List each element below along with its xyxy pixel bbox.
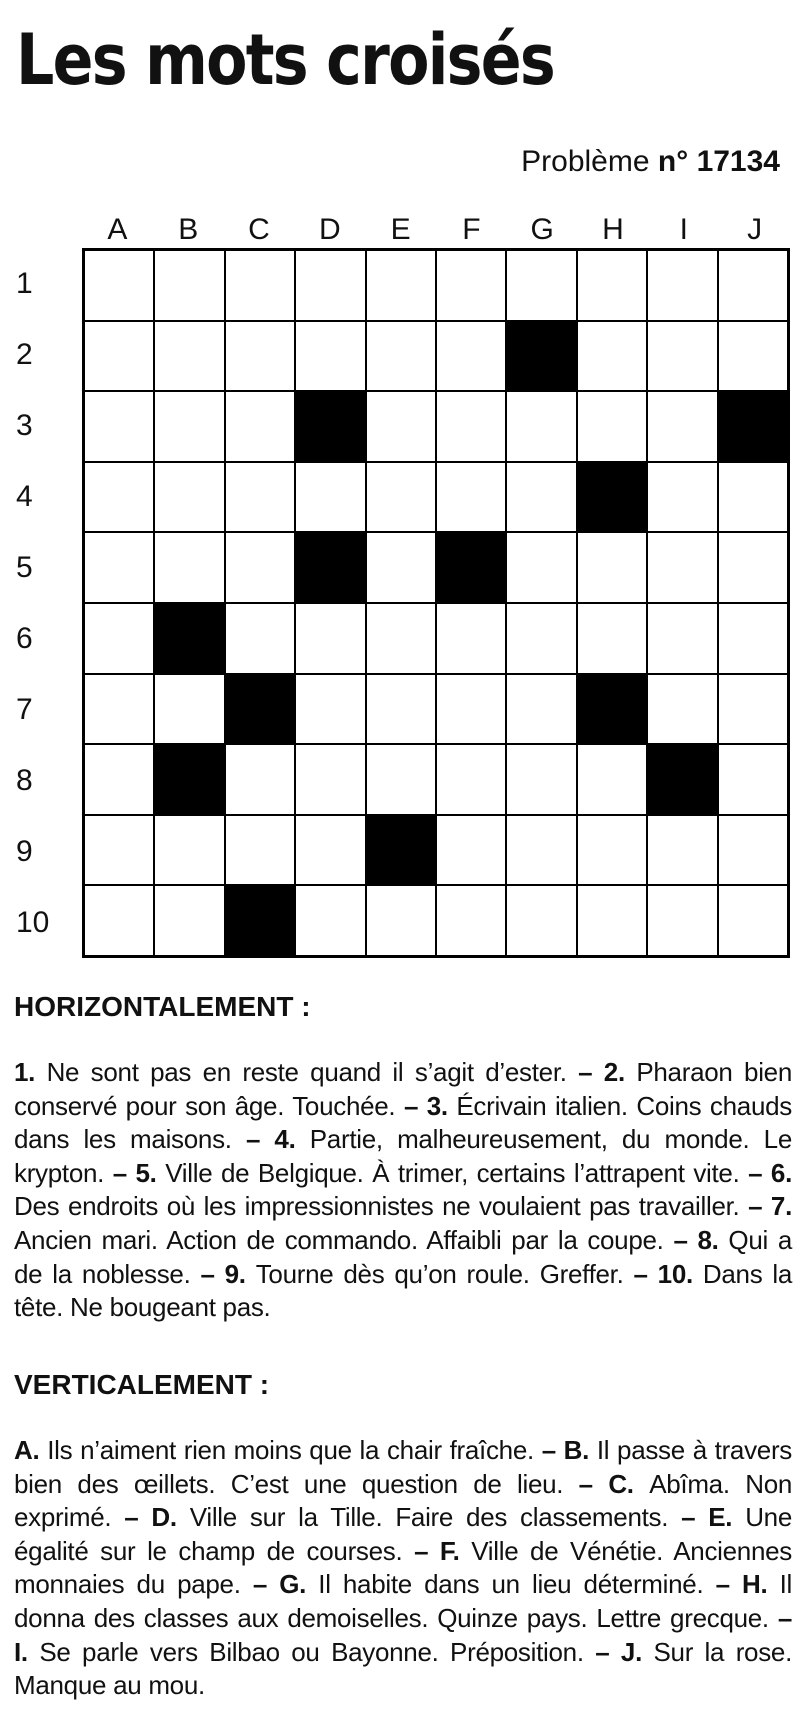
clue-separator: –	[111, 1502, 152, 1533]
row-label: 9	[16, 835, 33, 868]
clue-number: H.	[741, 1569, 780, 1600]
clue-separator: –	[668, 1502, 709, 1533]
grid-cell[interactable]	[507, 463, 575, 532]
grid-cell-black	[226, 675, 294, 744]
clue-text: Ancien mari. Action de commando. Affaibli par la coupe.	[14, 1224, 664, 1255]
column-label: C	[248, 213, 270, 246]
grid-cell-black	[578, 675, 646, 744]
grid-cell[interactable]	[367, 886, 435, 955]
grid-cell[interactable]	[507, 816, 575, 885]
row-label: 1	[16, 267, 33, 300]
column-label: J	[747, 213, 763, 246]
vertical-clues	[14, 1434, 792, 1703]
grid-cell-black	[578, 463, 646, 532]
grid-cell[interactable]	[437, 392, 505, 461]
grid-cell-black	[226, 886, 294, 955]
clue-text: Ville de Vénétie. Anciennes monnaies du pape.	[14, 1535, 792, 1600]
clue-number: I.	[14, 1636, 40, 1667]
grid-cell[interactable]	[226, 533, 294, 602]
clue-separator: –	[563, 1468, 609, 1499]
grid-cell[interactable]	[719, 816, 787, 885]
row-label: 2	[16, 338, 33, 371]
grid-cell[interactable]	[578, 322, 646, 391]
clue-text: Se parle vers Bilbao ou Bayonne. Préposition.	[39, 1636, 584, 1667]
grid-cell[interactable]	[367, 604, 435, 673]
grid-cell-black	[155, 745, 223, 814]
column-label: A	[107, 213, 128, 246]
row-labels	[10, 248, 60, 958]
horizontal-clues	[14, 1056, 792, 1325]
grid-cell[interactable]	[437, 463, 505, 532]
clue-text: Écrivain italien. Coins chauds dans les maisons.	[14, 1090, 792, 1155]
grid-cell[interactable]	[437, 251, 505, 320]
clue-text: Ville sur la Tille. Faire des classements.	[189, 1502, 669, 1533]
grid-cell[interactable]	[296, 675, 364, 744]
clue-separator: –	[231, 1124, 275, 1155]
clue-text: Partie, malheureusement, du monde. Le krypton.	[14, 1124, 792, 1188]
row-label: 6	[16, 622, 33, 655]
clue-text: Abîma. Non exprimé.	[14, 1468, 793, 1533]
grid-cell[interactable]	[719, 604, 787, 673]
grid-cell[interactable]	[437, 745, 505, 814]
clue-text: Sur la rose. Manque au mou.	[14, 1636, 792, 1701]
row-label: 8	[16, 764, 33, 797]
clue-text: Ils n’aiment rien moins que la chair fraîche.	[47, 1435, 534, 1465]
clue-separator: –	[533, 1435, 564, 1465]
clue-text: Il habite dans un lieu déterminé.	[318, 1569, 704, 1600]
grid-cell[interactable]	[367, 675, 435, 744]
grid-cell[interactable]	[296, 886, 364, 955]
clue-number: C.	[608, 1468, 650, 1499]
clue-separator: –	[703, 1569, 742, 1600]
clue-separator: –	[739, 1191, 771, 1222]
grid-cell[interactable]	[226, 392, 294, 461]
grid-cell[interactable]	[719, 533, 787, 602]
grid-cell[interactable]	[367, 745, 435, 814]
grid-cell[interactable]	[226, 604, 294, 673]
grid-cell[interactable]	[648, 886, 716, 955]
grid-cell[interactable]	[226, 745, 294, 814]
column-label: E	[390, 213, 411, 246]
column-labels	[82, 210, 790, 250]
grid-cell[interactable]	[648, 392, 716, 461]
grid-cell[interactable]	[437, 886, 505, 955]
clue-text: Il passe à travers bien des œillets. C’est une question de lieu.	[14, 1435, 793, 1499]
clue-number: 8.	[697, 1224, 729, 1255]
grid-cell[interactable]	[85, 251, 153, 320]
grid-cell[interactable]	[85, 533, 153, 602]
grid-cell-black	[296, 392, 364, 461]
grid-cell-black	[719, 392, 787, 461]
clue-number: 7.	[770, 1191, 792, 1222]
grid-cell[interactable]	[226, 251, 294, 320]
clue-text: Tourne dès qu’on roule. Greffer.	[255, 1258, 624, 1289]
grid-cell[interactable]	[85, 322, 153, 391]
grid-cell[interactable]	[296, 745, 364, 814]
grid-cell[interactable]	[648, 533, 716, 602]
problem-number-prefix: n°	[657, 145, 689, 178]
grid-cell[interactable]	[85, 604, 153, 673]
grid-cell[interactable]	[578, 251, 646, 320]
grid-cell[interactable]	[226, 463, 294, 532]
grid-cell-black	[648, 745, 716, 814]
grid-cell[interactable]	[155, 816, 223, 885]
grid-cell[interactable]	[367, 392, 435, 461]
grid-cell[interactable]	[507, 251, 575, 320]
column-label: H	[602, 213, 624, 246]
column-label: F	[462, 213, 481, 246]
grid-cell[interactable]	[648, 604, 716, 673]
grid-cell[interactable]	[85, 392, 153, 461]
grid-cell[interactable]	[507, 886, 575, 955]
grid-cell[interactable]	[578, 533, 646, 602]
grid-cell[interactable]	[578, 745, 646, 814]
grid-cell[interactable]	[719, 322, 787, 391]
grid-cell-black	[296, 533, 364, 602]
grid-cell[interactable]	[507, 675, 575, 744]
clue-separator: –	[395, 1090, 427, 1121]
grid-cell[interactable]	[719, 463, 787, 532]
clue-separator: –	[623, 1258, 658, 1289]
grid-cell[interactable]	[155, 392, 223, 461]
row-label: 3	[16, 409, 33, 442]
clue-number: G.	[279, 1569, 319, 1600]
clue-number: A.	[14, 1435, 48, 1465]
clue-separator: –	[190, 1258, 225, 1289]
clue-separator: –	[663, 1224, 698, 1255]
clue-number: 9.	[224, 1258, 256, 1289]
column-label: D	[318, 213, 341, 246]
grid-cell[interactable]	[648, 675, 716, 744]
grid-cell[interactable]	[719, 886, 787, 955]
clue-separator: –	[739, 1157, 771, 1188]
clue-text: Ville de Belgique. À trimer, certains l’attrapent vite.	[165, 1157, 740, 1188]
grid-cell[interactable]	[85, 886, 153, 955]
grid-cell[interactable]	[85, 675, 153, 744]
clue-number: 2.	[603, 1057, 637, 1087]
grid-cell[interactable]	[155, 463, 223, 532]
row-label: 4	[16, 480, 33, 513]
clue-text: Ne sont pas en reste quand il s’agit d’ester.	[46, 1057, 567, 1087]
horizontal-heading: HORIZONTALEMENT :	[14, 991, 311, 1022]
clue-number: 5.	[135, 1157, 166, 1188]
grid-cell[interactable]	[437, 816, 505, 885]
grid-cell[interactable]	[719, 675, 787, 744]
grid-cell[interactable]	[367, 322, 435, 391]
column-label: B	[178, 213, 199, 246]
clue-separator: –	[402, 1535, 440, 1566]
crossword-grid[interactable]	[82, 248, 790, 958]
problem-number	[521, 142, 780, 182]
clue-text: Une égalité sur le champ de courses.	[14, 1502, 792, 1566]
clue-text: Dans la tête. Ne bougeant pas.	[14, 1258, 793, 1323]
clue-number: D.	[151, 1502, 190, 1533]
grid-cell[interactable]	[437, 604, 505, 673]
grid-cell[interactable]	[296, 251, 364, 320]
grid-cell[interactable]	[648, 251, 716, 320]
clue-number: J.	[620, 1636, 654, 1667]
clue-text: Qui a de la noblesse.	[14, 1224, 792, 1289]
clue-number: F.	[439, 1535, 472, 1566]
page-title: Les mots croisés	[16, 19, 554, 101]
clue-number: 4.	[274, 1124, 310, 1155]
clue-separator: –	[566, 1057, 604, 1087]
grid-cell-black	[437, 533, 505, 602]
grid-cell[interactable]	[648, 322, 716, 391]
grid-cell[interactable]	[367, 533, 435, 602]
clue-number: 10.	[657, 1258, 703, 1289]
vertical-heading: VERTICALEMENT :	[14, 1369, 270, 1400]
grid-cell[interactable]	[85, 816, 153, 885]
grid-cell-black	[367, 816, 435, 885]
grid-cell[interactable]	[719, 745, 787, 814]
grid-cell[interactable]	[437, 675, 505, 744]
clue-separator: –	[240, 1569, 280, 1600]
clue-number: 6.	[770, 1157, 792, 1188]
grid-cell[interactable]	[155, 322, 223, 391]
clue-separator: –	[768, 1602, 792, 1633]
grid-cell[interactable]	[578, 604, 646, 673]
grid-cell[interactable]	[578, 816, 646, 885]
grid-cell[interactable]	[85, 745, 153, 814]
grid-cell[interactable]	[437, 322, 505, 391]
grid-cell[interactable]	[296, 463, 364, 532]
row-label: 5	[16, 551, 33, 584]
grid-cell[interactable]	[296, 322, 364, 391]
clue-number: B.	[563, 1435, 597, 1465]
clue-text: Des endroits où les impressionnistes ne voulaient pas travailler.	[14, 1191, 740, 1222]
grid-cell-black	[155, 604, 223, 673]
grid-cell[interactable]	[155, 675, 223, 744]
clue-text: Pharaon bien conservé pour son âge. Touchée.	[14, 1057, 792, 1121]
clue-number: 1.	[14, 1057, 47, 1087]
clue-number: 3.	[426, 1090, 457, 1121]
row-label: 10	[16, 906, 50, 939]
grid-cell[interactable]	[648, 816, 716, 885]
problem-number-value: 17134	[696, 145, 780, 178]
grid-cell[interactable]	[367, 463, 435, 532]
problem-label: Problème	[521, 145, 650, 178]
grid-cell[interactable]	[155, 251, 223, 320]
grid-cell[interactable]	[296, 816, 364, 885]
grid-cell-black	[507, 322, 575, 391]
clue-separator: –	[104, 1157, 136, 1188]
grid-cell[interactable]	[507, 392, 575, 461]
grid-cell[interactable]	[578, 392, 646, 461]
grid-cell[interactable]	[85, 463, 153, 532]
clue-text: Il donna des classes aux demoiselles. Quinze pays. Lettre grecque.	[14, 1569, 792, 1633]
grid-cell[interactable]	[507, 604, 575, 673]
column-label: I	[679, 213, 688, 246]
grid-cell[interactable]	[226, 322, 294, 391]
grid-cell[interactable]	[578, 886, 646, 955]
grid-cell[interactable]	[226, 816, 294, 885]
grid-cell[interactable]	[155, 886, 223, 955]
clue-number: E.	[708, 1502, 746, 1533]
column-label: G	[530, 213, 554, 246]
grid-cell[interactable]	[155, 533, 223, 602]
grid-cell[interactable]	[719, 251, 787, 320]
grid-cell[interactable]	[367, 251, 435, 320]
clue-separator: –	[583, 1636, 621, 1667]
grid-cell[interactable]	[296, 604, 364, 673]
grid-cell[interactable]	[648, 463, 716, 532]
grid-cell[interactable]	[507, 745, 575, 814]
row-label: 7	[16, 693, 33, 726]
grid-cell[interactable]	[507, 533, 575, 602]
